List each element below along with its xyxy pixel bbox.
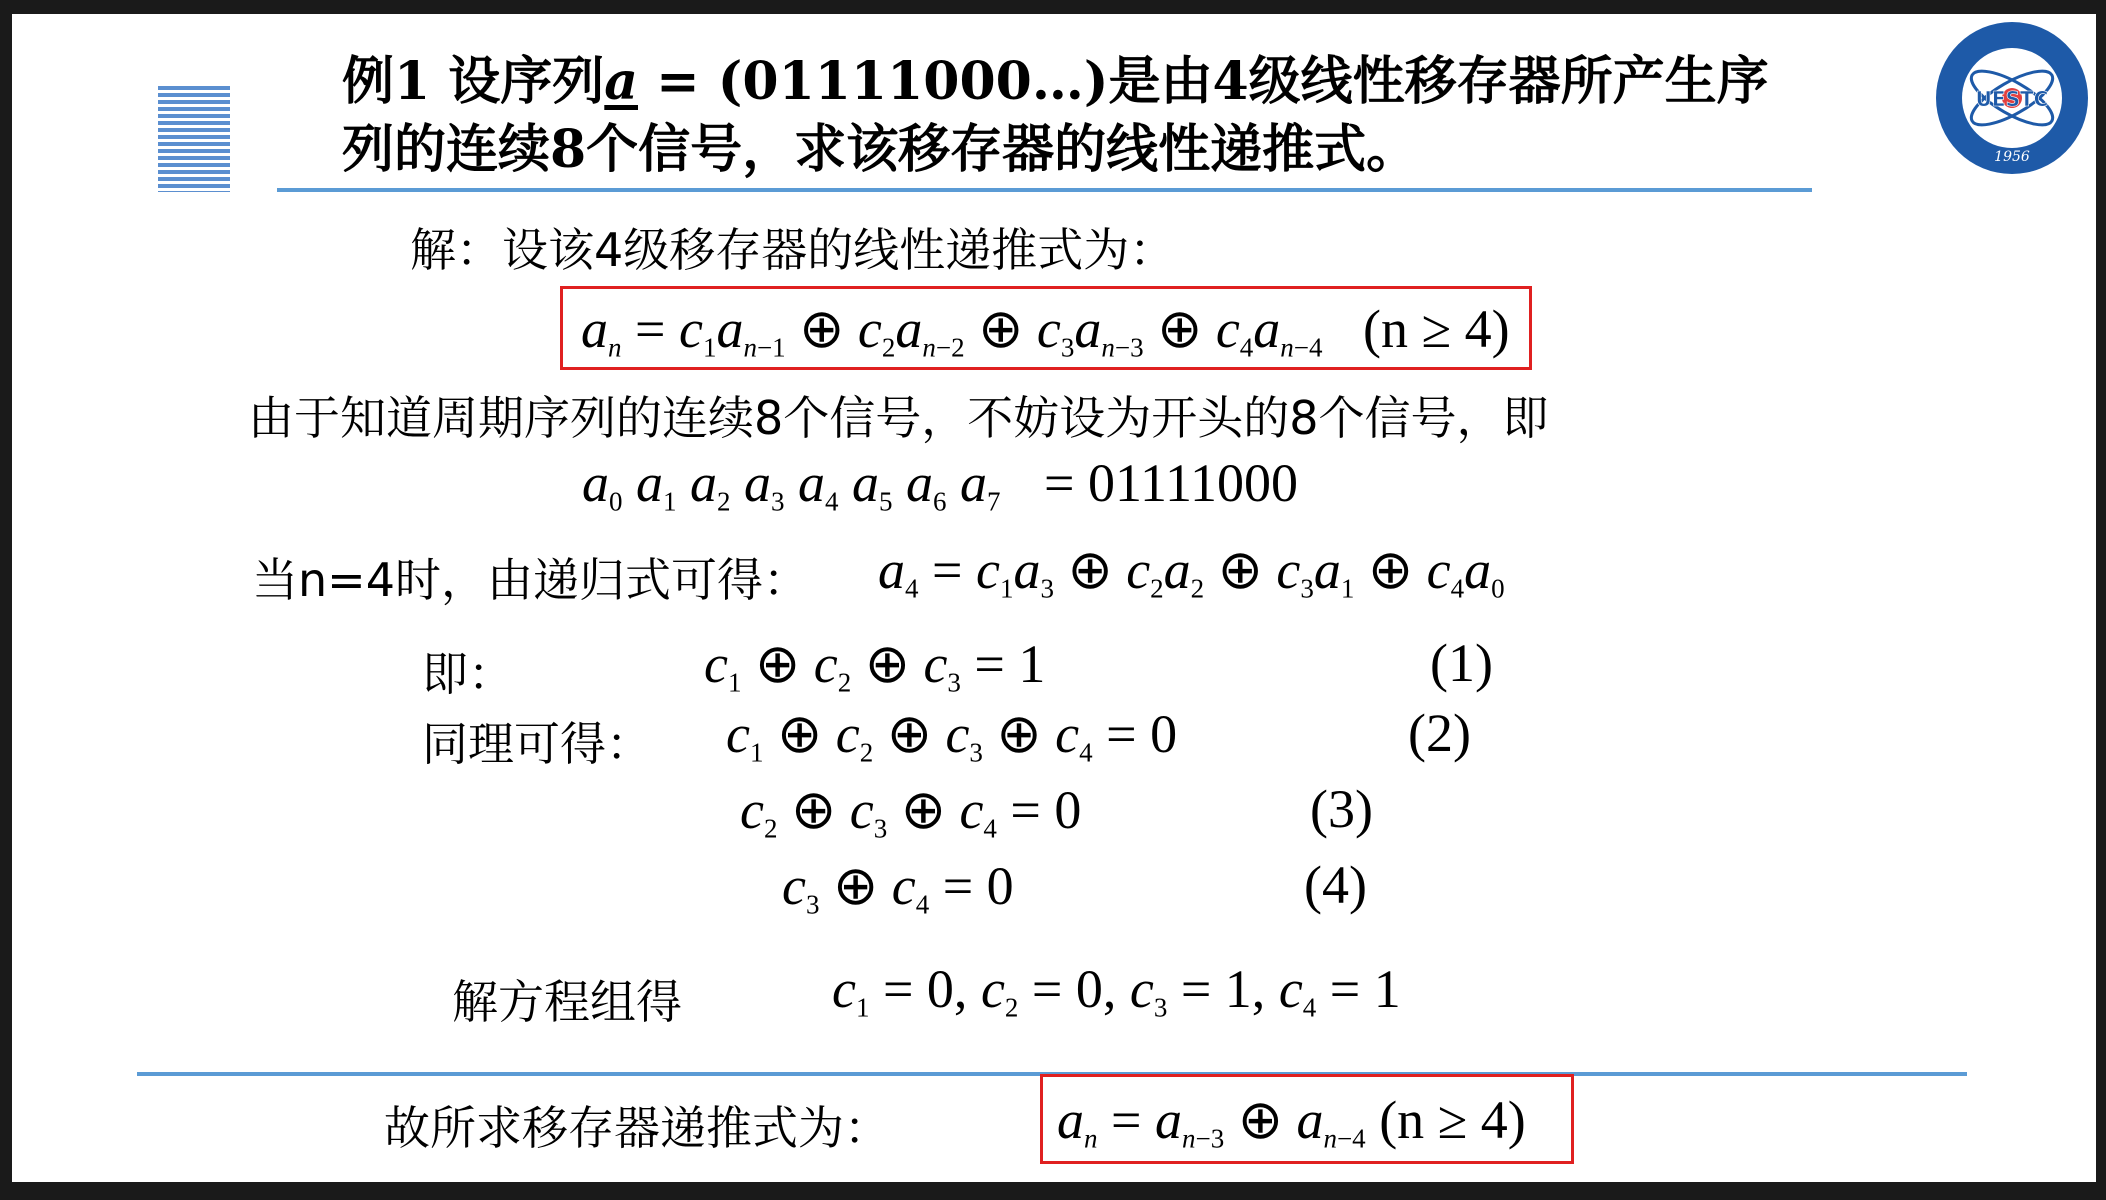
decorative-stripes xyxy=(158,86,230,192)
solution-intro: 解：设该4级移存器的线性递推式为： xyxy=(410,223,1176,277)
equation-4-tag: (4) xyxy=(1304,855,1367,915)
equation-3-rhs: = 0 xyxy=(1010,780,1082,840)
equation-2-tag: (2) xyxy=(1408,703,1471,763)
title-divider xyxy=(277,188,1812,192)
final-condition: (n ≥ 4) xyxy=(1379,1090,1526,1150)
solve-result: $c_1 = 0$, $c_2 = 0$, $c_3 = 1$, $c_4 = 1$ xyxy=(832,959,1401,1023)
equation-3-tag: (3) xyxy=(1310,779,1373,839)
title-line-2: 列的连续8个信号，求该移存器的线性递推式。 xyxy=(342,119,1419,180)
logo-text: UESTC xyxy=(1975,87,2049,111)
general-formula: $a_n = c_1a_{n-1}$ ⊕ $c_2a_{n-2}$ ⊕ $c_3a_{n-3}$ ⊕ $c_4a_{n-4}$ xyxy=(581,299,1323,363)
when-n4-text: 当n=4时，由递归式可得： xyxy=(252,553,809,607)
equation-4-rhs: = 0 xyxy=(942,856,1014,916)
logo-year: 1956 xyxy=(1994,149,2030,165)
final-formula: $a_n = a_{n-3}$ ⊕ $a_{n-4}$ xyxy=(1057,1090,1366,1154)
equation-4: $c_3$ ⊕ $c_4 = 0$ xyxy=(782,856,1014,920)
equation-2: $c_1$ ⊕ $c_2$ ⊕ $c_3$ ⊕ $c_4 = 0$ xyxy=(726,704,1178,768)
title-variable: a xyxy=(604,51,638,112)
title-line-1 xyxy=(342,50,1769,114)
equation-3: $c_2$ ⊕ $c_3$ ⊕ $c_4 = 0$ xyxy=(740,780,1082,844)
equation-1-rhs: = 1 xyxy=(974,634,1046,694)
equation-1: $c_1$ ⊕ $c_2$ ⊕ $c_3 = 1$ xyxy=(704,634,1046,698)
general-formula-box xyxy=(560,286,1532,370)
similarly-label: 同理可得： xyxy=(422,717,652,771)
namely-label: 即： xyxy=(422,647,514,701)
equation-2-rhs: = 0 xyxy=(1106,704,1178,764)
reason-text: 由于知道周期序列的连续8个信号，不妨设为开头的8个信号，即 xyxy=(248,391,1549,445)
final-formula-box xyxy=(1040,1074,1574,1164)
title-prefix: 例1 设序列 xyxy=(342,51,605,112)
university-logo xyxy=(1932,18,2092,178)
general-formula-condition: (n ≥ 4) xyxy=(1363,299,1510,359)
equation-1-tag: (1) xyxy=(1430,633,1493,693)
slide xyxy=(12,14,2096,1182)
title-suffix: = (01111000…)是由4级线性移存器所产生序 xyxy=(638,51,1769,112)
sequence-line xyxy=(582,452,1298,517)
final-label: 故所求移存器递推式为： xyxy=(384,1101,890,1155)
recursion-n4: $a_4 = c_1a_3$ ⊕ $c_2a_2$ ⊕ $c_3a_1$ ⊕ $c_4a_0$ xyxy=(878,540,1505,604)
solve-label: 解方程组得 xyxy=(452,975,682,1029)
sequence-symbols: $a_0$ $a_1$ $a_2$ $a_3$ $a_4$ $a_5$ $a_6$ $a_7$ xyxy=(582,453,1001,517)
sequence-value: = 01111000 xyxy=(1044,453,1298,513)
